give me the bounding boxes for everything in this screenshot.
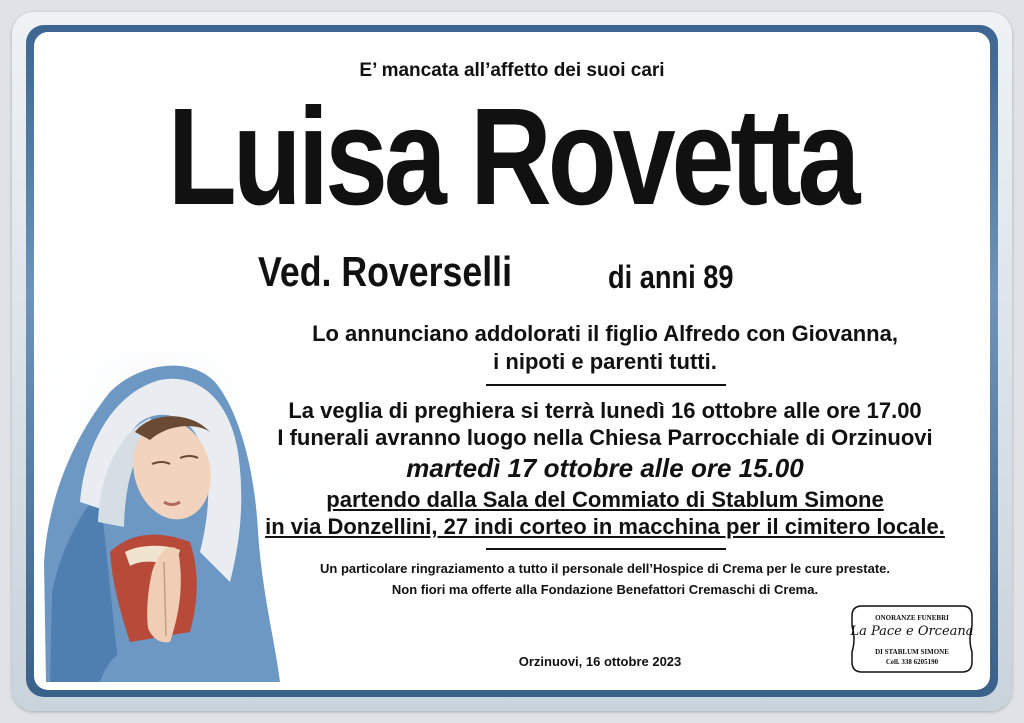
logo-owner-text: DI STABLUM SIMONE (875, 648, 949, 656)
intro-text: E’ mancata all’affetto dei suoi cari (359, 60, 665, 81)
departure-line2: in via Donzellini, 27 indi corteo in macchina per il cimitero locale. (265, 514, 945, 539)
donations-text: Non fiori ma offerte alla Fondazione Benefattori Cremaschi di Crema. (391, 582, 819, 597)
thanks-text: Un particolare ringraziamento a tutto il personale dell’Hospice di Crema per le cure prestate. (320, 561, 890, 576)
deceased-name: Luisa Rovetta (167, 80, 857, 234)
vigil-text: La veglia di preghiera si terrà lunedì 16 ottobre alle ore 17.00 (288, 398, 922, 423)
logo-top-text: ONORANZE FUNEBRI (875, 614, 949, 622)
funeral-datetime-text: martedì 17 ottobre alle ore 15.00 (406, 453, 804, 483)
place-date: Orzinuovi, 16 ottobre 2023 (518, 654, 682, 669)
age-text: di anni 89 (608, 259, 734, 295)
funeral-home-logo (848, 602, 976, 676)
logo-name-text: La Pace e Orceana (850, 624, 974, 639)
announcement-line2: i nipoti e parenti tutti. (493, 349, 717, 374)
departure-line1: partendo dalla Sala del Commiato di Stablum Simone (326, 487, 884, 512)
divider-2 (486, 548, 726, 550)
announcement-line1: Lo annunciano addolorati il figlio Alfredo con Giovanna, (312, 321, 898, 346)
married-name: Ved. Roverselli (258, 248, 513, 295)
divider-1 (486, 384, 726, 386)
funeral-place-text: I funerali avranno luogo nella Chiesa Parrocchiale di Orzinuovi (277, 425, 933, 450)
logo-phone-text: Cell. 338 6205190 (885, 658, 939, 666)
